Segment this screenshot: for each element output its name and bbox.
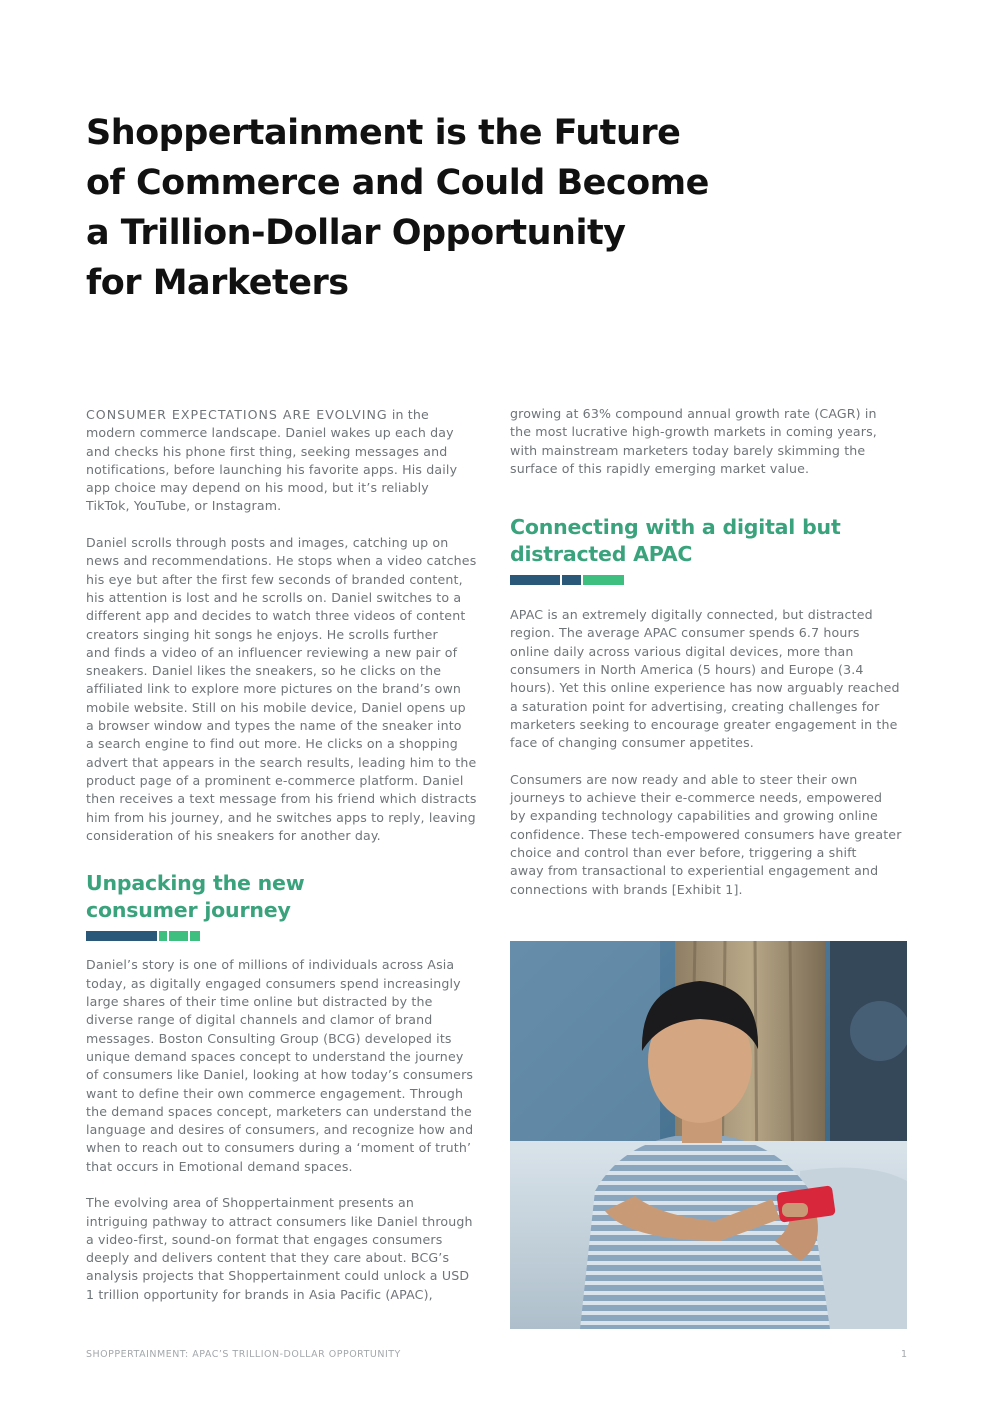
text-line: consumers in North America (5 hours) and Europe (3.4 (510, 662, 864, 678)
text-line: 1 trillion opportunity for brands in Asia Pacific (APAC), (86, 1286, 433, 1302)
text-line: diverse range of digital channels and clamor of brand (86, 1012, 433, 1028)
text-line: affiliated link to explore more pictures on the brand’s own (86, 681, 462, 697)
text-line: hours). Yet this online experience has now arguably reached (510, 680, 900, 696)
text-line: creators singing hit songs he enjoys. He scrolls further (86, 626, 438, 642)
text-line: and finds a video of an influencer reviewing a new pair of (86, 644, 458, 660)
text-line: analysis projects that Shoppertainment could unlock a USD (86, 1268, 470, 1284)
text-line: APAC is an extremely digitally connected, but distracted (510, 607, 873, 623)
text-line: notifications, before launching his favorite apps. His daily (86, 461, 458, 477)
text-line: a search engine to find out more. He clicks on a shopping (86, 736, 458, 752)
title-line: a Trillion-Dollar Opportunity (86, 213, 626, 253)
text-line: marketers seeking to encourage greater engagement in the (510, 716, 898, 732)
lead-caps: CONSUMER EXPECTATIONS ARE EVOLVING (86, 407, 388, 422)
text-line: the demand spaces concept, marketers can understand the (86, 1103, 472, 1119)
intro-paragraph (86, 406, 482, 516)
text-line: deeply and delivers content that they care about. BCG’s (86, 1250, 450, 1266)
text-line: TikTok, YouTube, or Instagram. (86, 498, 282, 514)
text-line: consideration of his sneakers for another day. (86, 827, 381, 843)
text-line: language and desires of consumers, and recognize how and (86, 1122, 474, 1138)
heading-line: Connecting with a digital but (510, 515, 841, 540)
text-line: journeys to achieve their e-commerce needs, empowered (510, 790, 883, 806)
text-line: then receives a text message from his friend which distracts (86, 791, 477, 807)
text-line: today, as digitally engaged consumers spend increasingly (86, 975, 461, 991)
story-paragraph (86, 534, 482, 845)
lead-rest: in the (387, 407, 429, 422)
text-line (86, 406, 482, 424)
text-line: his eye but after the first few seconds of branded content, (86, 571, 463, 587)
text-line: large shares of their time online but distracted by the (86, 994, 433, 1010)
page-number: 1 (901, 1349, 908, 1360)
text-line: a video-first, sound-on format that engages consumers (86, 1231, 443, 1247)
text-line: him from his journey, and he switches apps to reply, leaving (86, 809, 476, 825)
heading-line: consumer journey (86, 898, 291, 923)
text-line: Daniel scrolls through posts and images, catching up on (86, 535, 449, 551)
text-line: when to reach out to consumers during a ‘moment of truth’ (86, 1140, 472, 1156)
text-line: modern commerce landscape. Daniel wakes up each day (86, 425, 454, 441)
text-line: growing at 63% compound annual growth rate (CAGR) in (510, 406, 877, 421)
text-line: different app and decides to watch three videos of content (86, 608, 466, 624)
text-line: advert that appears in the search results, leading him to the (86, 754, 477, 770)
page-title (86, 108, 786, 308)
continuation-paragraph (510, 405, 910, 478)
text-line: his attention is lost and he scrolls on. Daniel switches to a (86, 589, 462, 605)
text-line: choice and control than ever before, triggering a shift (510, 845, 857, 861)
text-line: product page of a prominent e-commerce platform. Daniel (86, 772, 464, 788)
section-heading-apac (510, 514, 910, 568)
section-accent-bar (86, 931, 482, 941)
left-column (86, 406, 482, 1322)
text-line: that occurs in Emotional demand spaces. (86, 1158, 353, 1174)
title-line: Shoppertainment is the Future (86, 113, 681, 153)
text-line: intriguing pathway to attract consumers like Daniel through (86, 1213, 473, 1229)
heading-line: distracted APAC (510, 542, 693, 567)
right-column (510, 405, 910, 917)
text-line: the most lucrative high-growth markets in coming years, (510, 424, 877, 440)
text-line: mobile website. Still on his mobile device, Daniel opens up (86, 699, 466, 715)
text-line: The evolving area of Shoppertainment presents an (86, 1195, 414, 1211)
text-line: news and recommendations. He stops when a video catches (86, 553, 477, 569)
text-line: a saturation point for advertising, creating challenges for (510, 698, 880, 714)
text-line: connections with brands [Exhibit 1]. (510, 881, 743, 897)
text-line: want to define their own commerce engagement. Through (86, 1085, 464, 1101)
text-line: Consumers are now ready and able to steer their own (510, 771, 858, 787)
title-line: of Commerce and Could Become (86, 163, 709, 203)
text-line: Daniel’s story is one of millions of individuals across Asia (86, 957, 455, 973)
journey-paragraph (86, 956, 482, 1176)
text-line: and checks his phone first thing, seeking messages and (86, 443, 448, 459)
apac-paragraph (510, 606, 910, 752)
text-line: with mainstream marketers today barely skimming the (510, 442, 866, 458)
consumers-paragraph (510, 771, 910, 899)
text-line: face of changing consumer appetites. (510, 735, 754, 751)
text-line: online daily across various digital devices, more than (510, 643, 854, 659)
text-line: by expanding technology capabilities and growing online (510, 808, 878, 824)
man-using-smartphone-photo (510, 941, 907, 1329)
text-line: away from transactional to experiential engagement and (510, 863, 879, 879)
title-line: for Marketers (86, 263, 349, 303)
text-line: confidence. These tech-empowered consumers have greater (510, 826, 902, 842)
text-line: messages. Boston Consulting Group (BCG) developed its (86, 1030, 452, 1046)
text-line: of consumers like Daniel, looking at how today’s consumers (86, 1067, 474, 1083)
text-line: a browser window and types the name of the sneaker into (86, 718, 462, 734)
heading-line: Unpacking the new (86, 871, 305, 896)
text-line: sneakers. Daniel likes the sneakers, so he clicks on the (86, 663, 442, 679)
text-line: surface of this rapidly emerging market value. (510, 460, 810, 476)
opportunity-paragraph (86, 1194, 482, 1304)
text-line: region. The average APAC consumer spends 6.7 hours (510, 625, 860, 641)
section-heading-journey (86, 870, 482, 924)
section-accent-bar (510, 575, 910, 585)
text-line: unique demand spaces concept to understand the journey (86, 1048, 464, 1064)
footer-label: SHOPPERTAINMENT: APAC’S TRILLION-DOLLAR OPPORTUNITY (86, 1349, 401, 1360)
text-line: app choice may depend on his mood, but it’s reliably (86, 480, 429, 496)
